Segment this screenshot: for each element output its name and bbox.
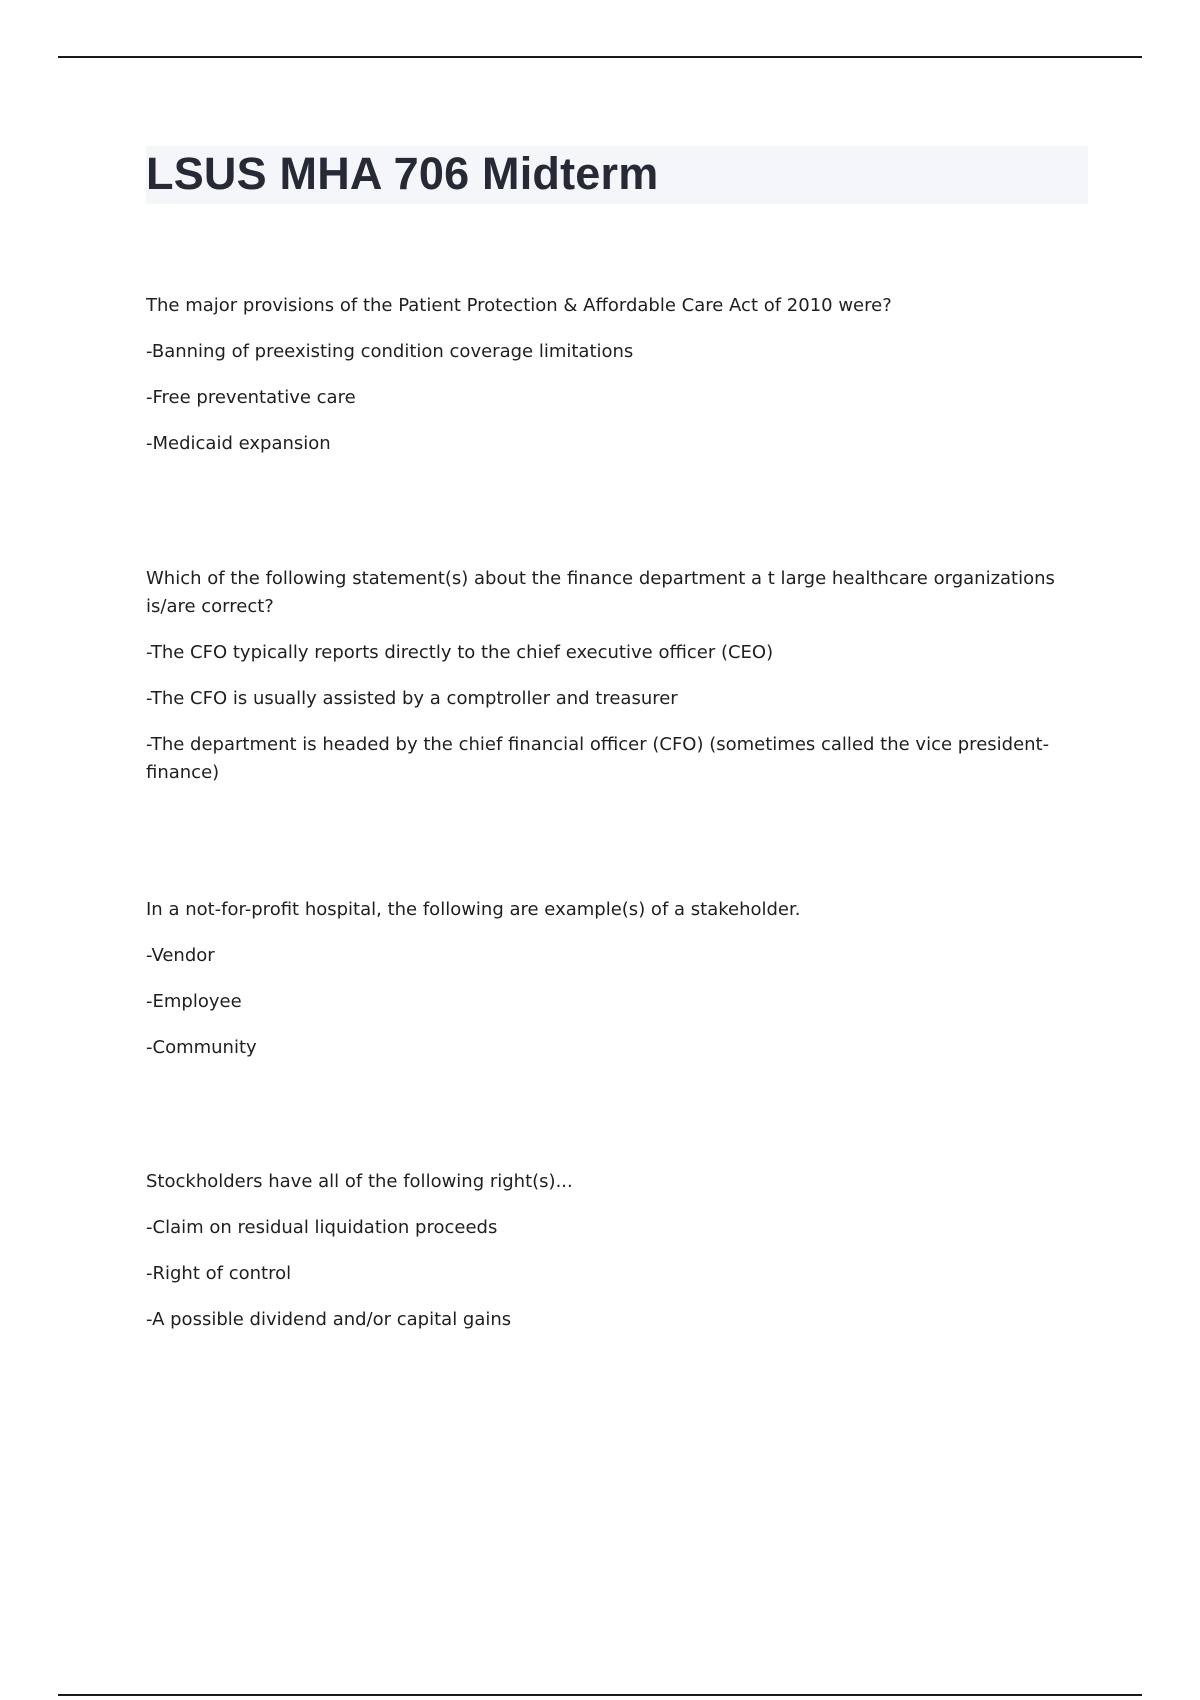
answer-item: -Banning of preexisting condition coverage limitations xyxy=(146,341,634,362)
answer-item: -Free preventative care xyxy=(146,387,356,408)
document-title: LSUS MHA 706 Midterm xyxy=(146,148,659,199)
question-block xyxy=(146,292,1066,476)
answer-item: -Medicaid expansion xyxy=(146,433,331,454)
answer-item: -The department is headed by the chief financial officer (CFO) (sometimes called the vice president-finance) xyxy=(146,734,1050,783)
question-text: Stockholders have all of the following right(s)... xyxy=(146,1171,573,1192)
question-text: Which of the following statement(s) about the finance department a t large healthcare organizations is/are correct? xyxy=(146,568,1055,617)
answer-item: -Vendor xyxy=(146,945,215,966)
question-text: In a not-for-profit hospital, the following are example(s) of a stakeholder. xyxy=(146,899,801,920)
answer-item: -Community xyxy=(146,1037,257,1058)
answer-item: -Employee xyxy=(146,991,242,1012)
answer-item: -Claim on residual liquidation proceeds xyxy=(146,1217,498,1238)
answer-item: -The CFO typically reports directly to the chief executive officer (CEO) xyxy=(146,642,774,663)
answer-item: -The CFO is usually assisted by a comptroller and treasurer xyxy=(146,688,678,709)
bottom-rule xyxy=(58,1694,1142,1696)
question-block xyxy=(146,1168,1066,1352)
answer-item: -Right of control xyxy=(146,1263,292,1284)
question-text: The major provisions of the Patient Protection & Affordable Care Act of 2010 were? xyxy=(146,295,892,316)
question-block xyxy=(146,565,1066,805)
top-rule xyxy=(58,56,1142,58)
answer-item: -A possible dividend and/or capital gains xyxy=(146,1309,512,1330)
question-block xyxy=(146,896,1066,1080)
